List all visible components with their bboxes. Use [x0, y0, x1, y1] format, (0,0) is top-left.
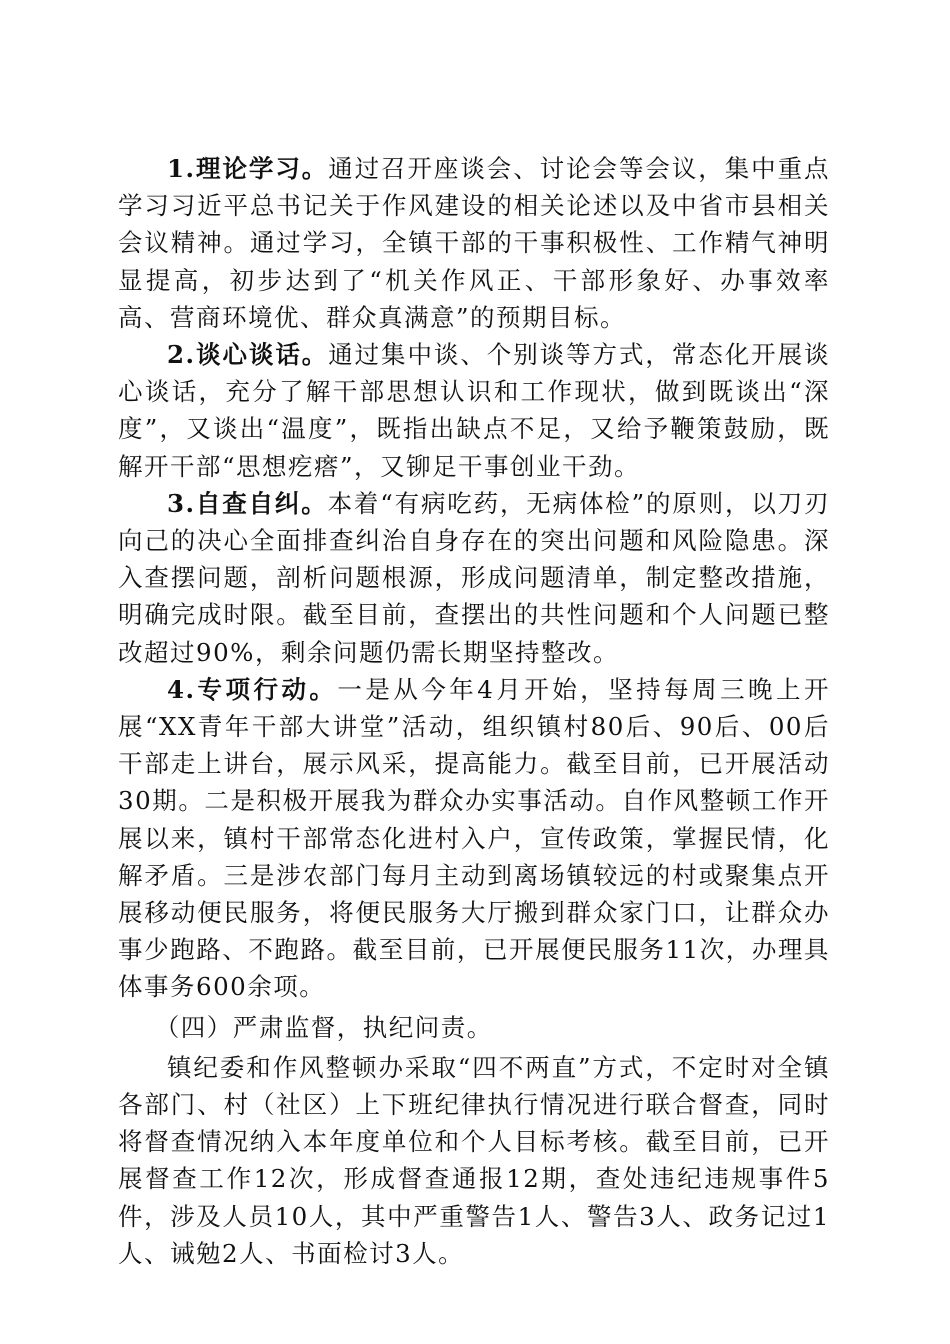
paragraph-supervision: 镇纪委和作风整顿办采取“四不两直”方式，不定时对全镇各部门、村（社区）上下班纪律执行情况进行联合督查，同时将督查情况纳入本年度单位和个人目标考核。截至目前，已开展督查工作12次，形成督查通报12期，查处违纪违规事件5件，涉及人员10人，其中严重警告1人、警告3人、政务记过1人、诫勉2人、书面检讨3人。 [118, 1052, 830, 1268]
paragraph-lead: 1.理论学习。 [167, 154, 329, 183]
paragraph-theory-study [118, 150, 830, 336]
section-heading: （四）严肃监督，执纪问责。 [154, 1012, 493, 1042]
paragraph-special-action [118, 671, 830, 1006]
paragraph-text: 一是从今年4月开始，坚持每周三晚上开展“XX青年干部大讲堂”活动，组织镇村80后、90后、00后干部走上讲台，展示风采，提高能力。截至目前，已开展活动30期。二是积极开展我为群众办实事活动。自作风整顿工作开展以来，镇村干部常态化进村入户，宣传政策，掌握民情，化解矛盾。三是涉农部门每月主动到离场镇较远的村或聚集点开展移动便民服务，将便民服务大厅搬到群众家门口，让群众办事少跑路、不跑路。截至目前，已开展便民服务11次，办理具体事务600余项。 [118, 674, 830, 1002]
document-body [118, 150, 830, 1272]
paragraph-text: 通过召开座谈会、讨论会等会议，集中重点学习习近平总书记关于作风建设的相关论述以及中省市县相关会议精神。通过学习，全镇干部的干事积极性、工作精气神明显提高，初步达到了“机关作风正、干部形象好、办事效率高、营商环境优、群众真满意”的预期目标。 [118, 154, 831, 332]
paragraph-self-inspection [118, 485, 830, 671]
paragraph-lead: 4.专项行动。 [167, 674, 338, 704]
paragraph-text: 本着“有病吃药，无病体检”的原则，以刀刃向己的决心全面排查纠治自身存在的突出问题和风险隐患。深入查摆问题，剖析问题根源，形成问题清单，制定整改措施，明确完成时限。截至目前，查摆出的共性问题和个人问题已整改超过90%，剩余问题仍需长期坚持整改。 [118, 488, 830, 667]
paragraph-lead: 2.谈心谈话。 [167, 340, 329, 370]
paragraph-lead: 3.自查自纠。 [167, 488, 328, 518]
paragraph-text: 通过集中谈、个别谈等方式，常态化开展谈心谈话，充分了解干部思想认识和工作现状，做到既谈出“深度”，又谈出“温度”，既指出缺点不足，又给予鞭策鼓励，既解开干部“思想疙瘩”，又铆足干事创业干劲。 [118, 340, 831, 481]
paragraph-heart-talk [118, 336, 830, 485]
